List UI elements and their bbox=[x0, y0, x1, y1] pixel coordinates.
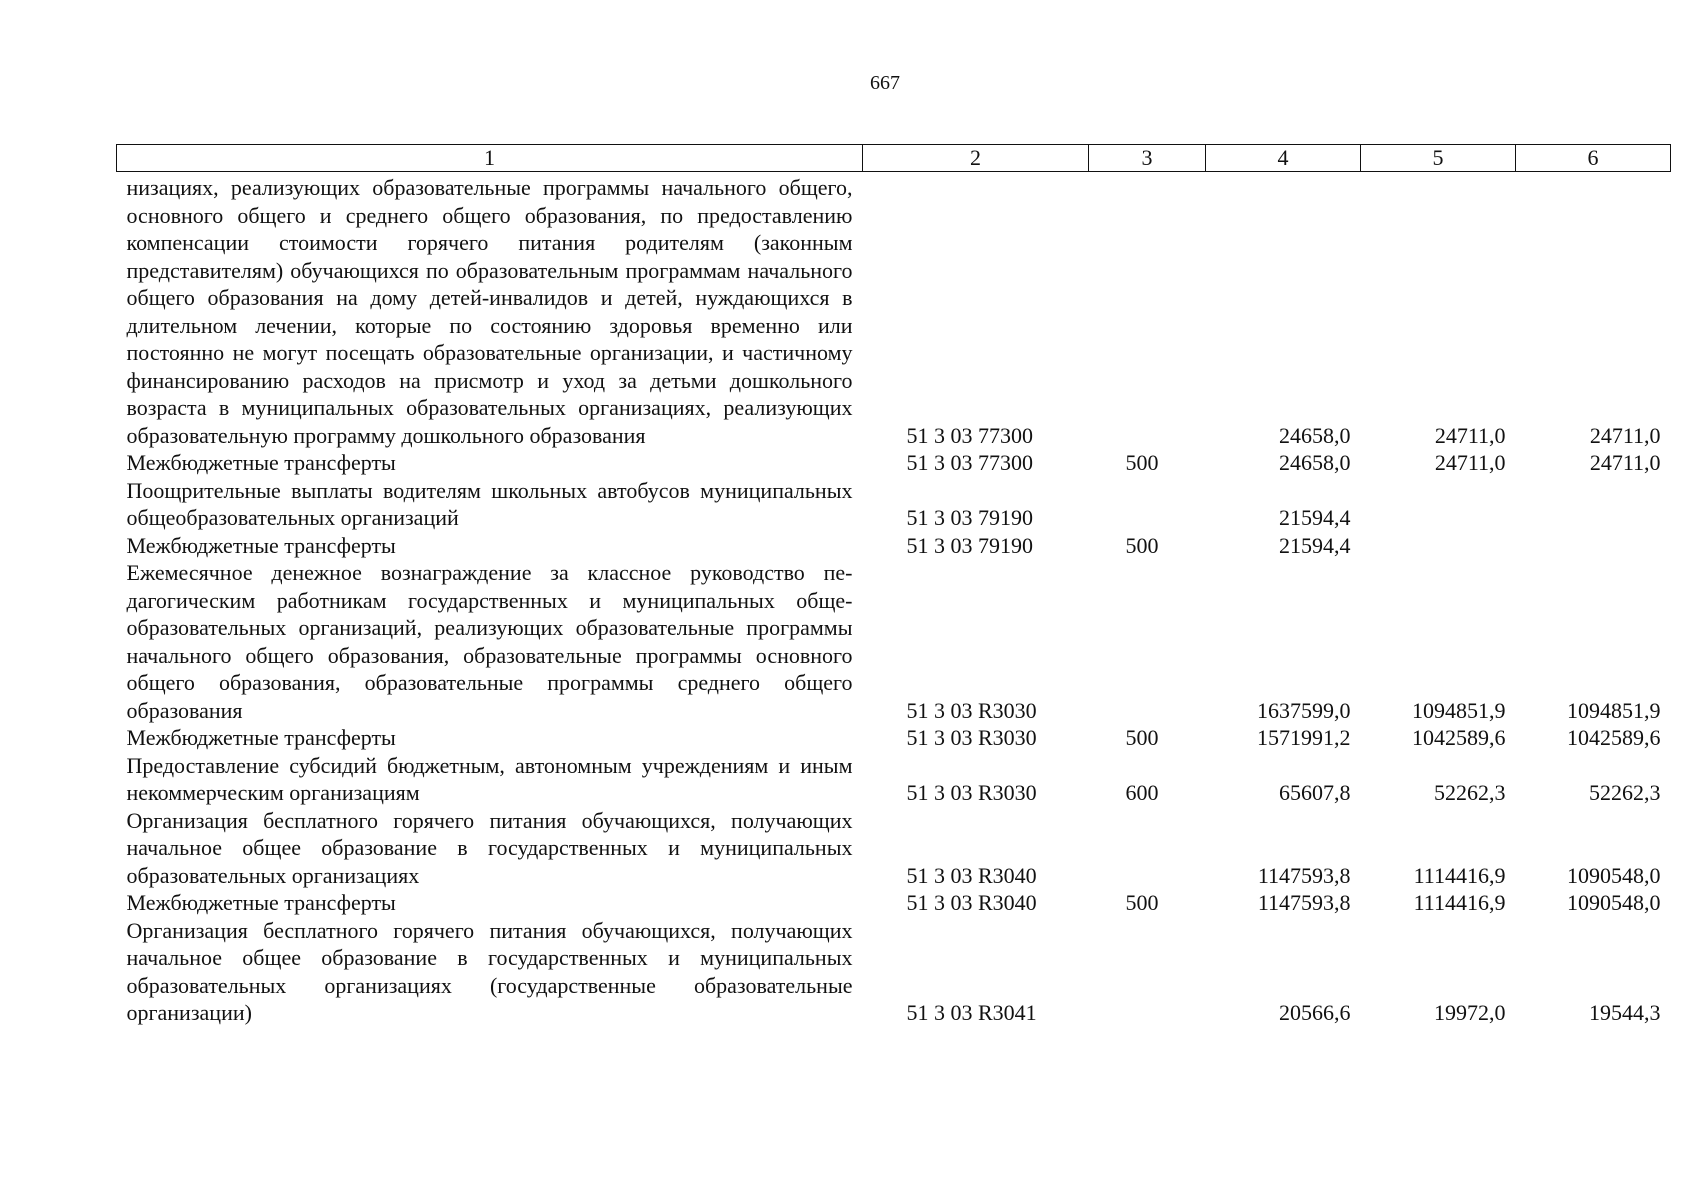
row-name: Поощрительные выплаты водителям школьных автобусов муниципальных общеобразовательных организаций bbox=[126, 477, 853, 530]
row-value-4: 24658,0 bbox=[1279, 450, 1351, 475]
row-code: 51 3 03 R3030 bbox=[906, 780, 1037, 805]
row-kvr: 500 bbox=[1125, 890, 1159, 915]
row-value-4: 1571991,2 bbox=[1257, 725, 1351, 750]
row-name: Межбюджетные трансферты bbox=[126, 532, 396, 558]
row-code: 51 3 03 R3030 bbox=[906, 725, 1037, 750]
row-name: Организация бесплатного горячего питания обучающихся, получающих начальное общее образование в государственных и муниципальных образовательных организациях (государственные образовательные организации) bbox=[126, 917, 853, 1025]
row-name: Межбюджетные трансферты bbox=[126, 450, 396, 475]
row-value-5: 1042589,6 bbox=[1412, 725, 1506, 750]
row-value-5: 19972,0 bbox=[1434, 1000, 1506, 1025]
row-value-4: 21594,4 bbox=[1279, 532, 1351, 558]
row-value-5: 1094851,9 bbox=[1412, 697, 1506, 723]
row-value-5: 1114416,9 bbox=[1413, 862, 1506, 888]
column-header-5: 5 bbox=[1361, 145, 1516, 172]
table-row bbox=[117, 477, 1671, 532]
row-code: 51 3 03 R3041 bbox=[906, 1000, 1037, 1025]
row-value-4: 65607,8 bbox=[1279, 780, 1351, 805]
row-value-6: 24711,0 bbox=[1589, 422, 1661, 448]
table-row bbox=[117, 449, 1671, 477]
row-kvr: 500 bbox=[1125, 725, 1159, 750]
row-value-6: 52262,3 bbox=[1589, 780, 1661, 805]
row-kvr bbox=[1089, 917, 1206, 1027]
row-value-5: 24711,0 bbox=[1434, 422, 1506, 448]
column-header-1: 1 bbox=[117, 145, 863, 172]
table-header bbox=[117, 145, 1671, 172]
row-name: Межбюджетные трансферты bbox=[126, 890, 396, 915]
table-row bbox=[117, 917, 1671, 1027]
row-value-6 bbox=[1516, 532, 1671, 560]
page-number: 667 bbox=[870, 72, 900, 94]
row-value-5: 52262,3 bbox=[1434, 780, 1506, 805]
row-value-6: 1090548,0 bbox=[1567, 890, 1661, 915]
row-code: 51 3 03 79190 bbox=[906, 505, 1033, 530]
row-name: Предоставление субсидий бюджетным, автономным учреждениям и иным некоммерческим организациям bbox=[126, 752, 853, 805]
column-header-6: 6 bbox=[1516, 145, 1671, 172]
row-value-6: 1090548,0 bbox=[1567, 862, 1661, 888]
header-row bbox=[117, 145, 1671, 172]
row-value-6: 1094851,9 bbox=[1567, 697, 1661, 723]
table-row bbox=[117, 889, 1671, 917]
row-value-6: 24711,0 bbox=[1589, 450, 1661, 475]
column-header-2: 2 bbox=[863, 145, 1089, 172]
row-code: 51 3 03 77300 bbox=[906, 422, 1033, 448]
row-code: 51 3 03 R3040 bbox=[906, 890, 1037, 915]
row-code: 51 3 03 R3040 bbox=[906, 862, 1037, 888]
row-kvr bbox=[1089, 559, 1206, 724]
row-value-4: 21594,4 bbox=[1279, 505, 1351, 530]
row-name: Межбюджетные трансферты bbox=[126, 725, 396, 750]
row-value-4: 24658,0 bbox=[1279, 422, 1351, 448]
row-kvr bbox=[1089, 477, 1206, 532]
row-value-5: 24711,0 bbox=[1434, 450, 1506, 475]
row-value-5: 1114416,9 bbox=[1413, 890, 1506, 915]
row-kvr: 600 bbox=[1125, 780, 1159, 805]
row-value-6 bbox=[1516, 477, 1671, 532]
table-row bbox=[117, 724, 1671, 752]
table-row bbox=[117, 532, 1671, 560]
row-name: Организация бесплатного горячего питания обучающихся, получающих начальное общее образование в государственных и муниципальных образовательных организациях bbox=[126, 807, 853, 888]
row-value-5 bbox=[1361, 532, 1516, 560]
column-header-4: 4 bbox=[1206, 145, 1361, 172]
table-row bbox=[117, 807, 1671, 890]
table-row bbox=[117, 172, 1671, 450]
table-row bbox=[117, 752, 1671, 807]
budget-table bbox=[116, 144, 1671, 1027]
row-value-4: 1637599,0 bbox=[1257, 697, 1351, 723]
row-value-6: 19544,3 bbox=[1589, 1000, 1661, 1025]
row-kvr: 500 bbox=[1125, 532, 1159, 558]
row-value-5 bbox=[1361, 477, 1516, 532]
row-name: Ежемесячное денежное вознаграждение за классное руководство педагогическим работникам государственных и муниципальных общеобразовательных организаций, реализующих образовательные программы начального общего образования, образовательные программы основного общего образования, образовательные программы среднего общего образования bbox=[126, 560, 853, 723]
row-name: низациях, реализующих образовательные программы начального общего, основного общего и среднего общего образования, по предоставлению компенсации стоимости горячего питания родителям (законным представителям) обучающихся по образовательным программам начального общего образования на дому детей-инвалидов и детей, нуждающихся в длительном лечении, которые по состоянию здоровья временно или постоянно не могут посещать образовательные организации, и частичному финансированию расходов на присмотр и уход за детьми дошкольного возраста в муниципальных образовательных организациях, реализующих образовательную программу дошкольного образования bbox=[126, 175, 853, 448]
row-code: 51 3 03 R3030 bbox=[906, 697, 1037, 723]
table-row bbox=[117, 559, 1671, 724]
row-value-4: 1147593,8 bbox=[1257, 890, 1351, 915]
row-value-4: 1147593,8 bbox=[1257, 862, 1351, 888]
row-kvr bbox=[1089, 807, 1206, 890]
row-value-4: 20566,6 bbox=[1279, 1000, 1351, 1025]
row-kvr bbox=[1089, 172, 1206, 450]
row-code: 51 3 03 77300 bbox=[906, 450, 1033, 475]
row-code: 51 3 03 79190 bbox=[906, 532, 1033, 558]
column-header-3: 3 bbox=[1089, 145, 1206, 172]
row-kvr: 500 bbox=[1125, 450, 1159, 475]
table-body bbox=[117, 172, 1671, 1027]
row-value-6: 1042589,6 bbox=[1567, 725, 1661, 750]
